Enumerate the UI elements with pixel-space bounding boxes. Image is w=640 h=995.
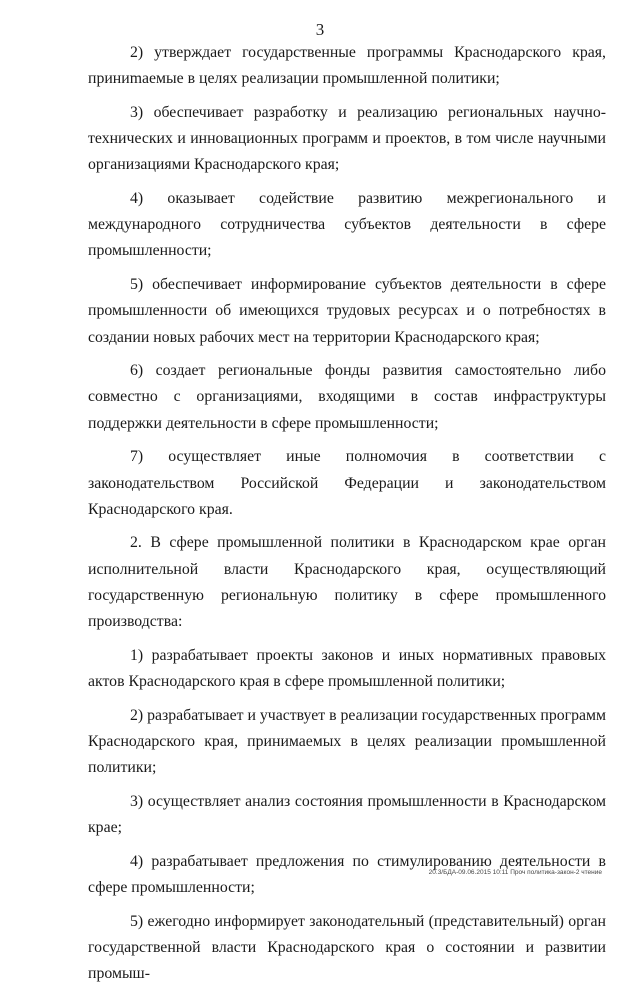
section-2-item-4: 4) разрабатывает предложения по стимулированию деятельности в сфере промышленности;: [88, 852, 606, 896]
page-number: 3: [315, 20, 325, 39]
section-2-item-3: 3) осуществляет анализ состояния промышленности в Краснодарском крае;: [88, 792, 606, 836]
section-2-intro: 2. В сфере промышленной политики в Краснодарском крае орган исполнительной власти Краснодарского края, осуществляющий государственную региональную политику в сфере промышленного производства:: [88, 534, 606, 631]
body-text: [88, 40, 606, 995]
paragraph-item-3: 3) обеспечивает разработку и реализацию региональных научно-технических и инновационных программ и проектов, в том числе научными организациями Краснодарского края;: [88, 103, 606, 174]
paragraph-item-4: 4) оказывает содействие развитию межрегионального и международного сотрудничества субъектов деятельности в сфере промышленности;: [88, 190, 606, 260]
paragraph-item-5: 5) обеспечивает информирование субъектов деятельности в сфере промышленности об имеющихся трудовых ресурсах и о потребностях в создании новых рабочих мест на территории Краснодарского края;: [88, 276, 606, 346]
paragraph-item-7: 7) осуществляет иные полномочия в соответствии с законодательством Российской Федерации и законодательством Краснодарского края.: [88, 448, 606, 518]
paragraph-item-2: 2) утверждает государственные программы Краснодарского края, приниmаемые в целях реализации промышленной политики;: [88, 44, 606, 88]
section-2-item-1: 1) разрабатывает проекты законов и иных нормативных правовых актов Краснодарского края в сфере промышленной политики;: [88, 646, 606, 690]
section-2-item-2: 2) разрабатывает и участвует в реализации государственных программ Краснодарского края, принимаемых в целях реализации промышленной политики;: [88, 706, 606, 777]
footer-document-id: 20.3/БДА-09.06.2015 10:11 Проч политика-закон-2 чтение: [428, 869, 602, 876]
paragraph-item-6: 6) создает региональные фонды развития самостоятельно либо совместно с организациями, входящими в состав инфраструктуры поддержки деятельности в сфере промышленности;: [88, 362, 606, 432]
section-2-item-5: 5) ежегодно информирует законодательный (представительный) орган государственной власти Краснодарского края о состоянии и развитии промыш-: [88, 912, 606, 982]
